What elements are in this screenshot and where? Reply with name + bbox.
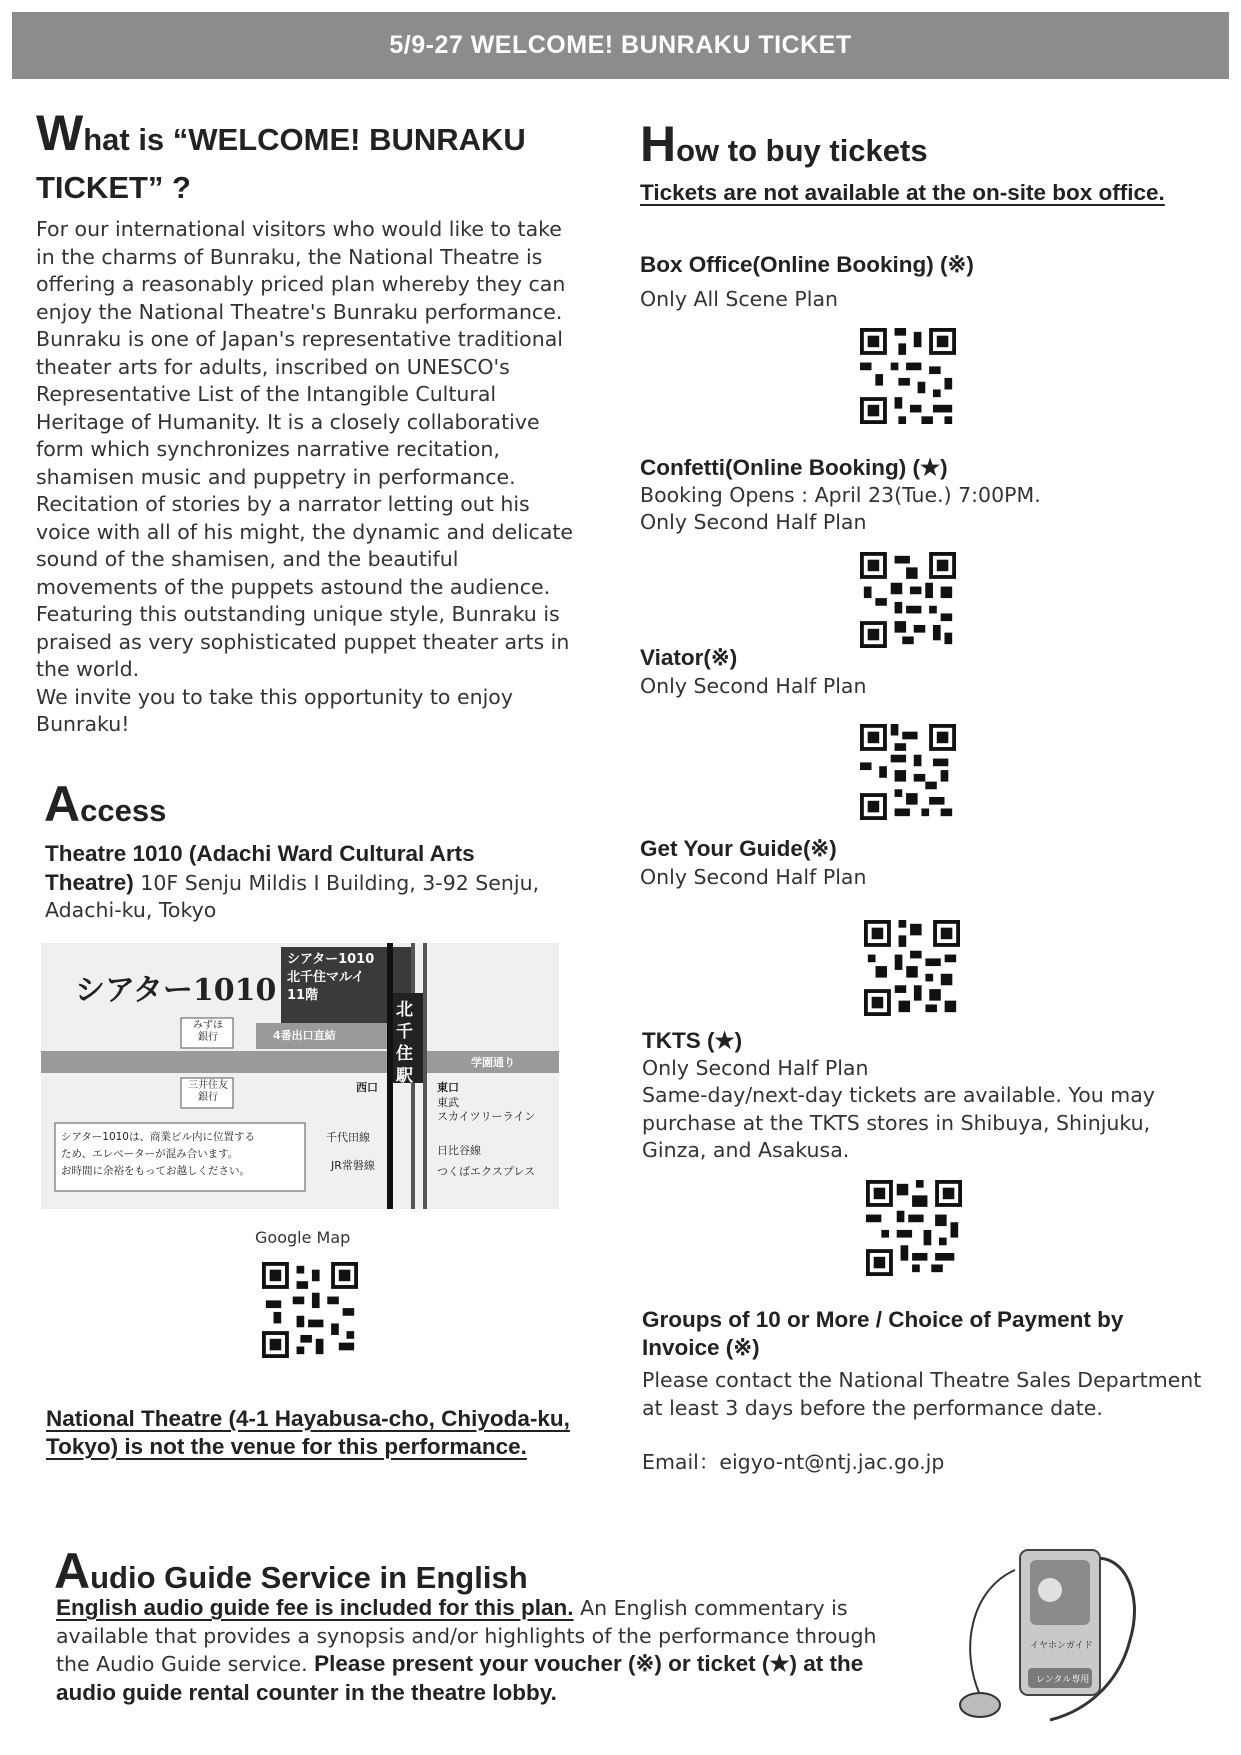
option-box-office-plan: Only All Scene Plan	[640, 287, 839, 311]
getyourguide-qr-icon[interactable]	[864, 920, 960, 1016]
map-gakuen-label: 学園通り	[471, 1056, 515, 1069]
access-map	[41, 943, 559, 1209]
option-tkts-title[interactable]: TKTS (★)	[642, 1028, 743, 1053]
option-getyourguide-title[interactable]: Get Your Guide(※)	[640, 836, 837, 861]
how-initial: H	[640, 116, 677, 172]
what-title-line2: TICKET” ?	[36, 170, 191, 205]
page-banner: 5/9-27 WELCOME! BUNRAKU TICKET	[12, 12, 1229, 79]
map-mitsui-label: 三井住友 銀行	[188, 1080, 228, 1103]
confetti-qr-icon[interactable]	[860, 552, 956, 648]
groups-email[interactable]: Email：eigyo-nt@ntj.jac.go.jp	[642, 1450, 945, 1474]
viator-qr-icon[interactable]	[860, 724, 956, 820]
map-hibiya-label: 日比谷線	[437, 1144, 481, 1157]
audio-fee: English audio guide fee is included for this plan.	[56, 1595, 574, 1620]
option-viator-plan: Only Second Half Plan	[640, 674, 867, 698]
what-invite-text: We invite you to take this opportunity to enjoy Bunraku!	[36, 684, 513, 736]
google-map-qr-icon[interactable]	[262, 1262, 358, 1358]
device-label: イヤホンガイド	[1030, 1641, 1093, 1651]
audio-text: An English commentary is available that provides a synopsis and/or highlights of the performance through the Audio Guide service.	[56, 1596, 877, 1676]
venue-address-text: 10F Senju Mildis Ⅰ Building, 3-92 Senju, Adachi-ku, Tokyo	[45, 870, 540, 922]
audio-title: udio Guide Service in English	[90, 1560, 528, 1595]
option-viator-title[interactable]: Viator(※)	[640, 645, 738, 670]
what-paragraph	[36, 216, 584, 739]
how-heading	[640, 115, 928, 173]
option-confetti-booking: Booking Opens : April 23(Tue.) 7:00PM.	[640, 483, 1041, 507]
audio-guide-device-icon	[940, 1530, 1150, 1730]
what-paragraph-text: For our international visitors who would like to take in the charms of Bunraku, the National Theatre is offering a reasonably priced plan whereby they can enjoy the National Theatre's Bunraku performance. Bunraku is one of Japan's representative traditional theater arts for adults, inscribed on UNESCO's Representative List of the Intangible Cultural Heritage of Humanity. It is a closely collaborative form which synchronizes narrative recitation, shamisen music and puppetry in performance. Recitation of stories by a narrator letting out his voice with all of his might, the dynamic and delicate sound of the shamisen, and the beautiful movements of the puppets astound the audience. Featuring this outstanding unique style, Bunraku is praised as very sophisticated puppet theater arts in the world.	[36, 217, 574, 681]
device-tag: レンタル専用	[1036, 1675, 1090, 1685]
map-note: シアター1010は、商業ビル内に位置する ため、エレベーターが混み合います。 お時間に余裕をもってお越しください。	[61, 1131, 255, 1177]
venue-name: Theatre 1010 (Adachi Ward Cultural Arts Theatre)	[45, 841, 475, 895]
venue-warning: National Theatre (4-1 Hayabusa-cho, Chiyoda-ku, Tokyo) is not the venue for this performance.	[46, 1406, 570, 1459]
access-title: ccess	[80, 793, 167, 828]
option-tkts-plan: Only Second Half Plan	[642, 1056, 869, 1080]
box-office-notice: Tickets are not available at the on-site box office.	[640, 180, 1165, 205]
option-tkts-details: Same-day/next-day tickets are available. You may purchase at the TKTS stores in Shibuya, Shinjuku, Ginza, and Asakusa.	[642, 1083, 1155, 1162]
option-confetti-plan: Only Second Half Plan	[640, 510, 867, 534]
what-initial: W	[36, 105, 84, 161]
audio-heading	[54, 1542, 528, 1600]
groups-title: Groups of 10 or More / Choice of Payment by Invoice (※)	[642, 1307, 1124, 1360]
access-heading	[44, 775, 166, 833]
map-building-label: シアター1010 北千住マルイ 11階	[287, 952, 375, 1003]
rail-line-3	[423, 943, 427, 1209]
map-exit-label: 4番出口直結	[273, 1029, 336, 1042]
groups-text: Please contact the National Theatre Sales Department at least 3 days before the performance date.	[642, 1368, 1202, 1420]
map-mizuho-label: みずほ 銀行	[193, 1020, 223, 1043]
how-title: ow to buy tickets	[676, 133, 928, 168]
map-logo: シアター1010	[75, 973, 277, 1008]
tkts-qr-icon[interactable]	[866, 1180, 962, 1276]
what-title: hat is “WELCOME! BUNRAKU	[83, 122, 526, 157]
map-west-exit: 西口	[356, 1081, 378, 1094]
map-tsukuba-label: つくばエクスプレス	[437, 1165, 536, 1178]
map-tobu-label: 東武 スカイツリーライン	[437, 1096, 536, 1123]
map-station-label: 北千住駅	[396, 1000, 413, 1086]
box-office-qr-icon[interactable]	[860, 328, 956, 424]
option-confetti-title[interactable]: Confetti(Online Booking) (★)	[640, 455, 948, 480]
audio-description	[56, 1594, 906, 1707]
access-initial: A	[44, 776, 81, 832]
google-map-label: Google Map	[255, 1228, 351, 1247]
audio-instruction: Please present your voucher (※) or ticket (★) at the audio guide rental counter in the theatre lobby.	[56, 1651, 864, 1705]
audio-initial: A	[54, 1543, 91, 1599]
option-getyourguide-plan: Only Second Half Plan	[640, 865, 867, 889]
venue-address	[45, 840, 545, 925]
what-heading	[36, 105, 596, 215]
option-box-office-title[interactable]: Box Office(Online Booking) (※)	[640, 252, 974, 277]
map-chiyoda-label: 千代田線	[326, 1131, 370, 1144]
map-east-exit: 東口	[437, 1081, 459, 1094]
map-jr-label: JR常磐線	[331, 1159, 375, 1172]
